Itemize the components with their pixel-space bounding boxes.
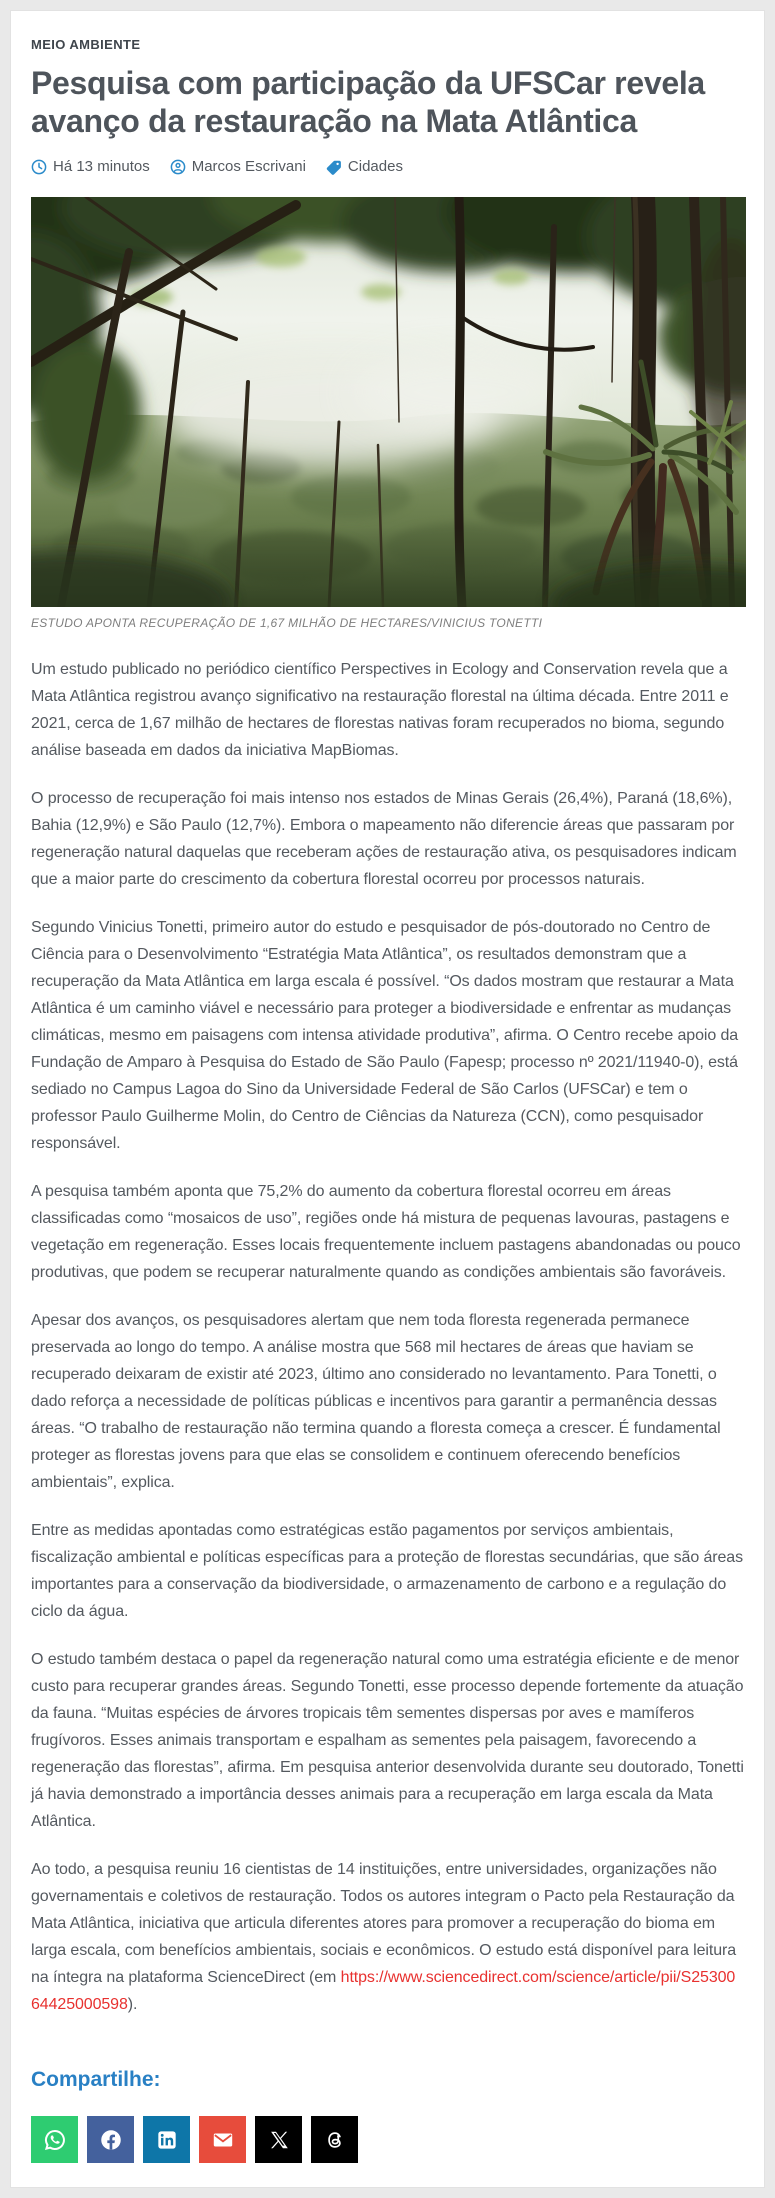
- paragraph: O processo de recuperação foi mais intenso nos estados de Minas Gerais (26,4%), Paraná (18,6%), Bahia (12,9%) e São Paulo (12,7%). Embora o mapeamento não diferencie áreas que passaram por regeneração natural daquelas que receberam ações de restauração ativa, os pesquisadores indicam que a maior parte do crescimento da cobertura florestal ocorreu por processos naturais.: [31, 790, 737, 888]
- paragraph: O estudo também destaca o papel da regeneração natural como uma estratégia eficiente e de menor custo para recuperar grandes áreas. Segundo Tonetti, esse processo depende fortemente da atuação da fauna. “Muitas espécies de árvores tropicais têm sementes dispersas por aves e mamíferos frugívoros. Esses animais transportam e espalham as sementes pela paisagem, favorecendo a regeneração das florestas”, afirma. Em pesquisa anterior desenvolvida durante seu doutorado, Tonetti já havia demonstrado a importância desses animais para a recuperação em larga escala da Mata Atlântica.: [31, 1651, 744, 1830]
- meta-author-label: Marcos Escrivani: [191, 158, 306, 175]
- category-label: MEIO AMBIENTE: [31, 37, 141, 52]
- forest-photo-illustration: [31, 197, 746, 607]
- clock-icon: [31, 159, 47, 175]
- share-buttons: [31, 2116, 744, 2163]
- whatsapp-icon: [43, 2128, 67, 2152]
- share-button-whatsapp[interactable]: [31, 2116, 78, 2163]
- paragraph-text: Ao todo, a pesquisa reuniu 16 cientistas de 14 instituições, entre universidades, organizações não governamentais e coletivos de restauração. Todos os autores integram o Pacto pela Restauração da Mata Atlântica, iniciativa que articula diferentes atores para promover a recuperação do bioma em larga escala, com benefícios ambientais, sociais e econômicos. O estudo está disponível para leitura na íntegra na plataforma ScienceDirect (em: [31, 1861, 737, 1986]
- x-twitter-icon: [268, 2129, 290, 2151]
- share-button-email[interactable]: [199, 2116, 246, 2163]
- article-photo: [31, 197, 746, 607]
- share-button-linkedin[interactable]: [143, 2116, 190, 2163]
- meta-time: [31, 158, 150, 175]
- share-heading: Compartilhe:: [31, 2068, 161, 2091]
- meta-time-label: Há 13 minutos: [53, 158, 150, 175]
- author-icon: [170, 159, 186, 175]
- photo-caption: ESTUDO APONTA RECUPERAÇÃO DE 1,67 MILHÃO DE HECTARES/VINICIUS TONETTI: [31, 616, 543, 630]
- sciencedirect-link[interactable]: https://www.sciencedirect.com/science/article/pii/S2530064425000598: [31, 1969, 736, 2013]
- linkedin-icon: [154, 2127, 180, 2153]
- email-icon: [210, 2127, 236, 2153]
- threads-icon: [323, 2128, 347, 2152]
- tag-icon: [326, 159, 342, 175]
- page-title: Pesquisa com participação da UFSCar revela avanço da restauração na Mata Atlântica: [31, 65, 705, 139]
- paragraph: [31, 1856, 744, 2018]
- article-meta: [31, 158, 744, 175]
- paragraph: Apesar dos avanços, os pesquisadores alertam que nem toda floresta regenerada permanece preservada ao longo do tempo. A análise mostra que 568 mil hectares de áreas que haviam se recuperado deixaram de existir até 2023, último ano considerado no levantamento. Para Tonetti, o dado reforça a necessidade de políticas públicas e incentivos para garantir a permanência dessas áreas. “O trabalho de restauração não termina quando a floresta começa a crescer. É fundamental proteger as florestas jovens para que elas se consolidem e continuem oferecendo benefícios ambientais”, explica.: [31, 1312, 721, 1491]
- paragraph: A pesquisa também aponta que 75,2% do aumento da cobertura florestal ocorreu em áreas classificadas como “mosaicos de uso”, regiões onde há mistura de pequenas lavouras, pastagens e vegetação em regeneração. Esses locais frequentemente incluem pastagens abandonadas ou pouco produtivas, que podem se recuperar naturalmente quando as condições ambientais são favoráveis.: [31, 1183, 741, 1281]
- article-card: [10, 10, 765, 2188]
- share-button-facebook[interactable]: [87, 2116, 134, 2163]
- share-button-x[interactable]: [255, 2116, 302, 2163]
- paragraph: Entre as medidas apontadas como estratégicas estão pagamentos por serviços ambientais, fiscalização ambiental e políticas específicas para a proteção de florestas secundárias, que são áreas importantes para a conservação da biodiversidade, o armazenamento de carbono e a regulação do ciclo da água.: [31, 1522, 743, 1620]
- paragraph: Um estudo publicado no periódico científico Perspectives in Ecology and Conservation revela que a Mata Atlântica registrou avanço significativo na restauração florestal na última década. Entre 2011 e 2021, cerca de 1,67 milhão de hectares de florestas nativas foram recuperados no bioma, segundo análise baseada em dados da iniciativa MapBiomas.: [31, 661, 729, 759]
- article-body: [31, 656, 744, 2018]
- meta-category-tag[interactable]: [326, 158, 403, 175]
- meta-author: [170, 158, 306, 175]
- paragraph: Segundo Vinicius Tonetti, primeiro autor do estudo e pesquisador de pós-doutorado no Centro de Ciência para o Desenvolvimento “Estratégia Mata Atlântica”, os resultados demonstram que a recuperação da Mata Atlântica em larga escala é possível. “Os dados mostram que restaurar a Mata Atlântica é um caminho viável e necessário para proteger a biodiversidade e enfrentar as mudanças climáticas, mesmo em paisagens com intensa atividade produtiva”, afirma. O Centro recebe apoio da Fundação de Amparo à Pesquisa do Estado de São Paulo (Fapesp; processo nº 2021/11940-0), está sediado no Campus Lagoa do Sino da Universidade Federal de São Carlos (UFSCar) e tem o professor Paulo Guilherme Molin, do Centro de Ciências da Natureza (CCN), como pesquisador responsável.: [31, 919, 739, 1152]
- meta-tag-label: Cidades: [347, 158, 403, 175]
- paragraph-text: ).: [127, 1996, 138, 2013]
- facebook-icon: [98, 2127, 124, 2153]
- share-button-threads[interactable]: [311, 2116, 358, 2163]
